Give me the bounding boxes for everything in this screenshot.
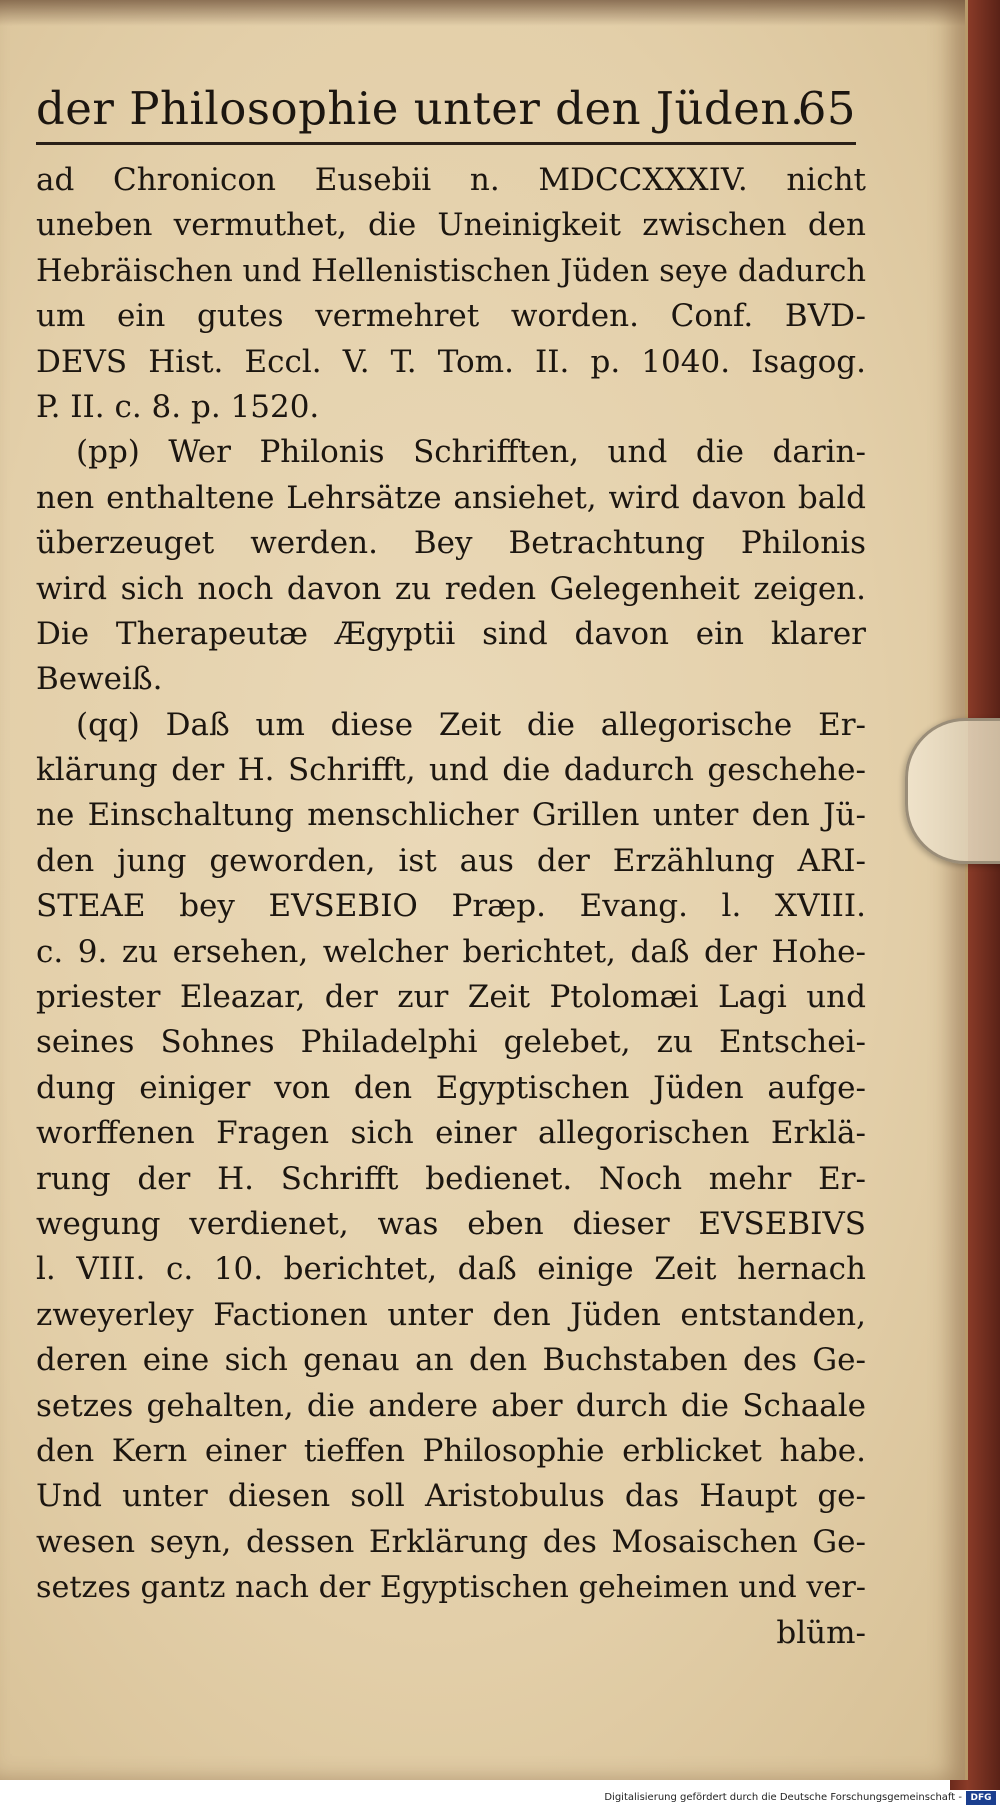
running-header xyxy=(36,82,856,146)
text-line: priester Eleazar, der zur Zeit Ptolomæi Lagi und xyxy=(36,979,866,1016)
text-line: DEVS Hist. Eccl. V. T. Tom. II. p. 1040. Isagog. xyxy=(36,343,866,380)
text-line: Hebräischen und Hellenistischen Jüden seye dadurch xyxy=(36,253,866,289)
text-line: P. II. c. 8. p. 1520. xyxy=(36,388,320,425)
text-line: zweyerley Factionen unter den Jüden entstanden, xyxy=(36,1296,866,1333)
text-line: worffenen Fragen sich einer allegorischen Erklä- xyxy=(36,1115,866,1152)
text-line: deren eine sich genau an den Buchstaben des Ge- xyxy=(36,1342,866,1379)
digitization-credit: Digitalisierung gefördert durch die Deutsche Forschungsgemeinschaft - xyxy=(604,1792,962,1803)
text-line: seines Sohnes Philadelphi gelebet, zu Entschei- xyxy=(36,1024,866,1061)
text-line: dung einiger von den Egyptischen Jüden aufge- xyxy=(36,1069,866,1106)
page-top-shadow xyxy=(0,0,965,26)
header-rule xyxy=(36,142,856,145)
text-line: wesen seyn, dessen Erklärung des Mosaischen Ge- xyxy=(36,1523,866,1560)
text-line: rung der H. Schrifft bedienet. Noch mehr Er- xyxy=(36,1160,866,1197)
footnote-pp-start: (pp) Wer Philonis Schrifften, und die darin- xyxy=(76,434,866,471)
text-line: klärung der H. Schrifft, und die dadurch geschehe- xyxy=(36,752,866,789)
text-line: uneben vermuthet, die Uneinigkeit zwischen den xyxy=(36,207,866,244)
footnote-qq-start: (qq) Daß um diese Zeit die allegorische Er- xyxy=(76,706,866,743)
text-line: c. 9. zu ersehen, welcher berichtet, daß der Hohe- xyxy=(36,933,866,970)
text-line: l. VIII. c. 10. berichtet, daß einige Zeit hernach xyxy=(36,1251,866,1288)
body-text xyxy=(36,158,866,1656)
text-line: überzeuget werden. Bey Betrachtung Philonis xyxy=(36,525,866,562)
text-line: den jung geworden, ist aus der Erzählung ARI- xyxy=(36,842,866,879)
text-line: um ein gutes vermehret worden. Conf. BVD- xyxy=(36,298,866,335)
page-number: 65 xyxy=(797,82,856,135)
dfg-logo: DFG xyxy=(966,1791,996,1805)
text-line: ad Chronicon Eusebii n. MDCCXXXIV. nicht xyxy=(36,162,866,198)
text-line: den Kern einer tieffen Philosophie erblicket habe. xyxy=(36,1432,866,1469)
text-line: Und unter diesen soll Aristobulus das Haupt ge- xyxy=(36,1478,866,1515)
text-line: Beweiß. xyxy=(36,661,163,698)
text-line: ne Einschaltung menschlicher Grillen unter den Jü- xyxy=(36,797,866,834)
text-line: setzes gehalten, die andere aber durch die Schaale xyxy=(36,1387,866,1424)
text-line: wird sich noch davon zu reden Gelegenheit zeigen. xyxy=(36,570,866,607)
text-line: STEAE bey EVSEBIO Præp. Evang. l. XVIII. xyxy=(36,888,866,925)
text-line: Die Therapeutæ Ægyptii sind davon ein klarer xyxy=(36,615,866,652)
text-line: wegung verdienet, was eben dieser EVSEBIVS xyxy=(36,1205,866,1242)
text-line: nen enthaltene Lehrsätze ansiehet, wird davon bald xyxy=(36,479,866,516)
catchword: blüm- xyxy=(776,1614,866,1651)
page-clip xyxy=(905,718,1000,864)
running-title: der Philosophie unter den Jüden. xyxy=(36,82,805,135)
text-line: setzes gantz nach der Egyptischen geheimen und ver- xyxy=(36,1570,866,1606)
